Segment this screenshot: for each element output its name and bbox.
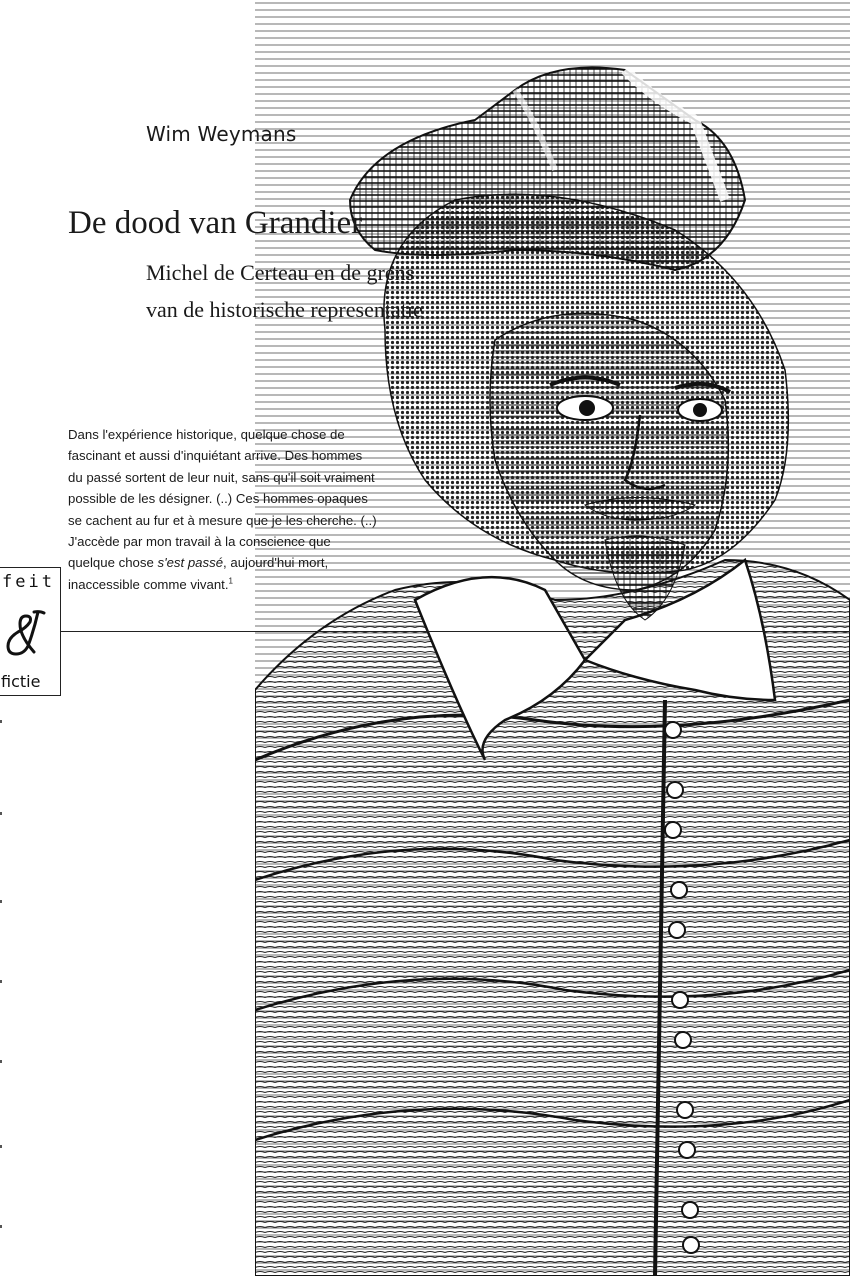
margin-mark bbox=[0, 1225, 2, 1228]
horizontal-rule bbox=[60, 631, 850, 632]
logo-bottom-text: fictie bbox=[1, 672, 41, 691]
epigraph-quote bbox=[68, 424, 380, 595]
quote-text-1: Dans l'expérience historique, quelque chose de fascinant et aussi d'inquiétant arrive. Des hommes du passé sortent de leur nuit, sans qu'il soit vraiment possible de les désigner. (..) Ces hommes opaques se cachent au fur et à mesure que je les cherche. (..) J'accède par mon travail à la conscience que quelque chose bbox=[68, 427, 377, 571]
book-subtitle bbox=[146, 254, 423, 328]
margin-mark bbox=[0, 812, 2, 815]
quote-text-2: , aujourd'hui mort, inaccessible comme vivant. bbox=[68, 555, 329, 592]
logo-top-text: feit bbox=[2, 572, 55, 592]
margin-mark bbox=[0, 900, 2, 903]
subtitle-line-2: van de historische representatie bbox=[146, 297, 423, 322]
margin-mark bbox=[0, 980, 2, 983]
series-logo bbox=[0, 567, 61, 696]
ampersand-mark-icon bbox=[4, 608, 48, 658]
margin-mark bbox=[0, 1145, 2, 1148]
margin-mark bbox=[0, 1060, 2, 1063]
subtitle-line-1: Michel de Certeau en de grens bbox=[146, 260, 415, 285]
author-name: Wim Weymans bbox=[146, 122, 297, 146]
portrait-engraving bbox=[255, 0, 850, 1276]
quote-italic: s'est passé bbox=[157, 555, 224, 571]
margin-mark bbox=[0, 720, 2, 723]
book-title: De dood van Grandier bbox=[68, 205, 363, 241]
footnote-marker: 1 bbox=[228, 576, 233, 586]
